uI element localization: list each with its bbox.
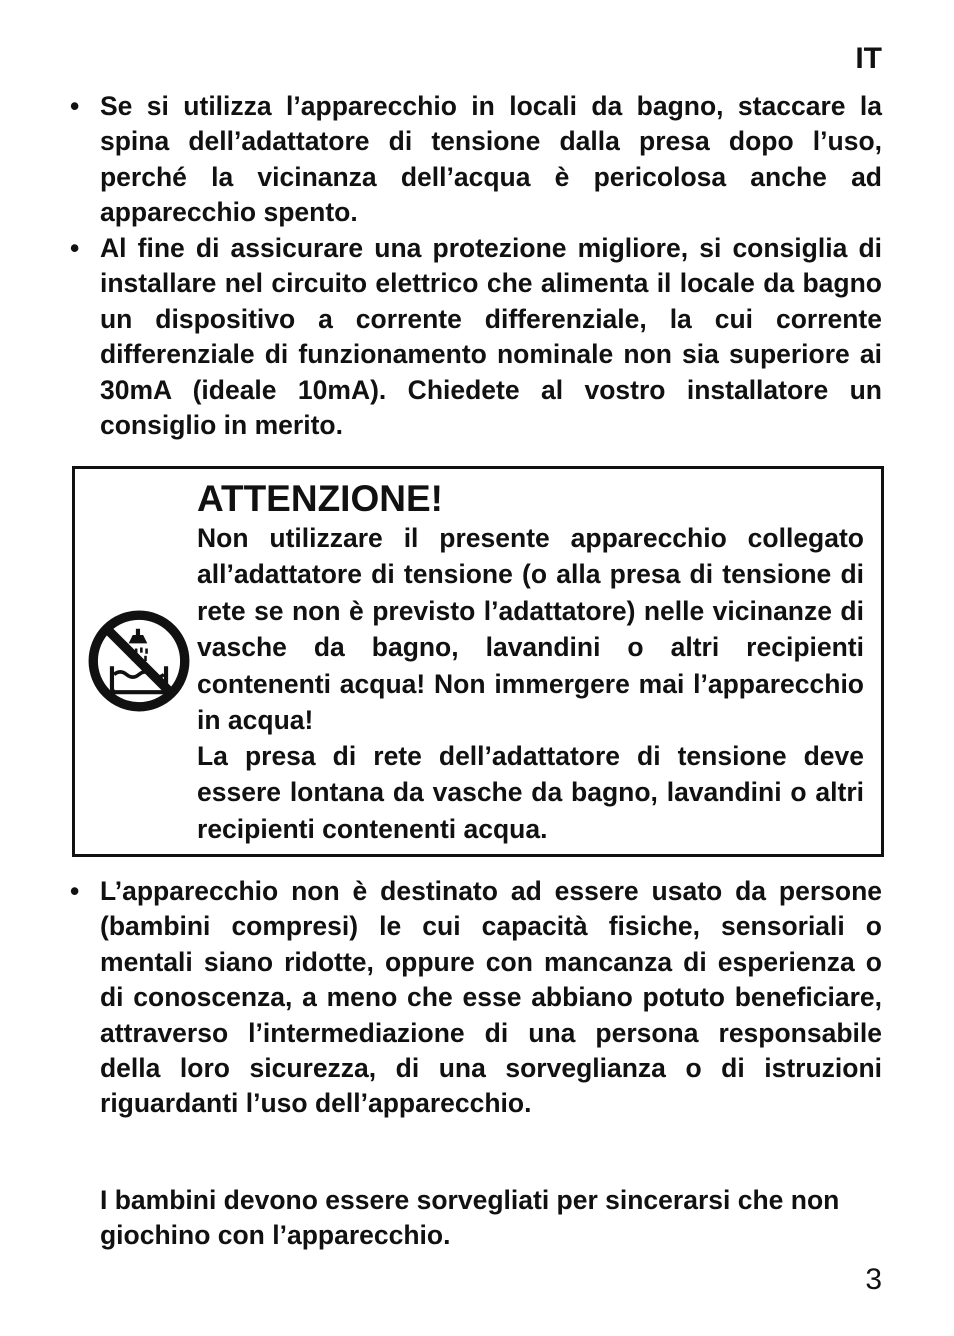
- warning-text-secondary: La presa di rete dell’adattatore di tensione deve essere lontana da vasche da bagno, lavandini o altri recipienti contenenti acqua.: [197, 741, 864, 844]
- warning-box: [72, 466, 884, 857]
- bullet-marker: •: [70, 233, 80, 263]
- page-number: 3: [865, 1263, 882, 1296]
- bullet-text: Se si utilizza l’apparecchio in locali da bagno, staccare la spina dell’adattatore di tensione dalla presa dopo l’uso, perché la vicinanza dell’acqua è pericolosa anche ad apparecchio spento.: [100, 91, 882, 228]
- children-supervision-paragraph: I bambini devono essere sorvegliati per sincerarsi che non giochino con l’apparecchio.: [100, 1185, 840, 1251]
- language-code: IT: [855, 42, 882, 75]
- bullet-item-rcd-protection: [70, 231, 882, 443]
- bullet-item-restricted-users: [70, 874, 882, 1122]
- bullet-text: Al fine di assicurare una protezione migliore, si consiglia di installare nel circuito elettrico che alimenta il locale da bagno un dispositivo a corrente differenziale, la cui corrente differenziale di funzionamento nominale non sia superiore ai 30mA (ideale 10mA). Chiedete al vostro installatore un consiglio in merito.: [100, 233, 882, 441]
- warning-title: ATTENZIONE!: [197, 478, 443, 519]
- bullet-text: L’apparecchio non è destinato ad essere usato da persone (bambini compresi) le cui capacità fisiche, sensoriali o mentali siano ridotte, oppure con mancanza di esperienza o di conoscenza, a meno che esse abbiano potuto beneficiare, attraverso l’intermediazione di una persona responsabile della loro sicurezza, di una sorveglianza o di istruzioni riguardanti l’uso dell’apparecchio.: [100, 876, 882, 1119]
- bullet-marker: •: [70, 876, 80, 906]
- warning-text-primary: Non utilizzare il presente apparecchio collegato all’adattatore di tensione (o alla presa di tensione di rete se non è previsto l’adattatore) nelle vicinanze di vasche da bagno, lavandini o altri recipienti contenenti acqua! Non immergere mai l’apparecchio in acqua!: [197, 523, 864, 736]
- no-water-icon: [87, 609, 191, 713]
- bullet-item-bathroom-unplug: [70, 89, 882, 231]
- bullet-marker: •: [70, 91, 80, 121]
